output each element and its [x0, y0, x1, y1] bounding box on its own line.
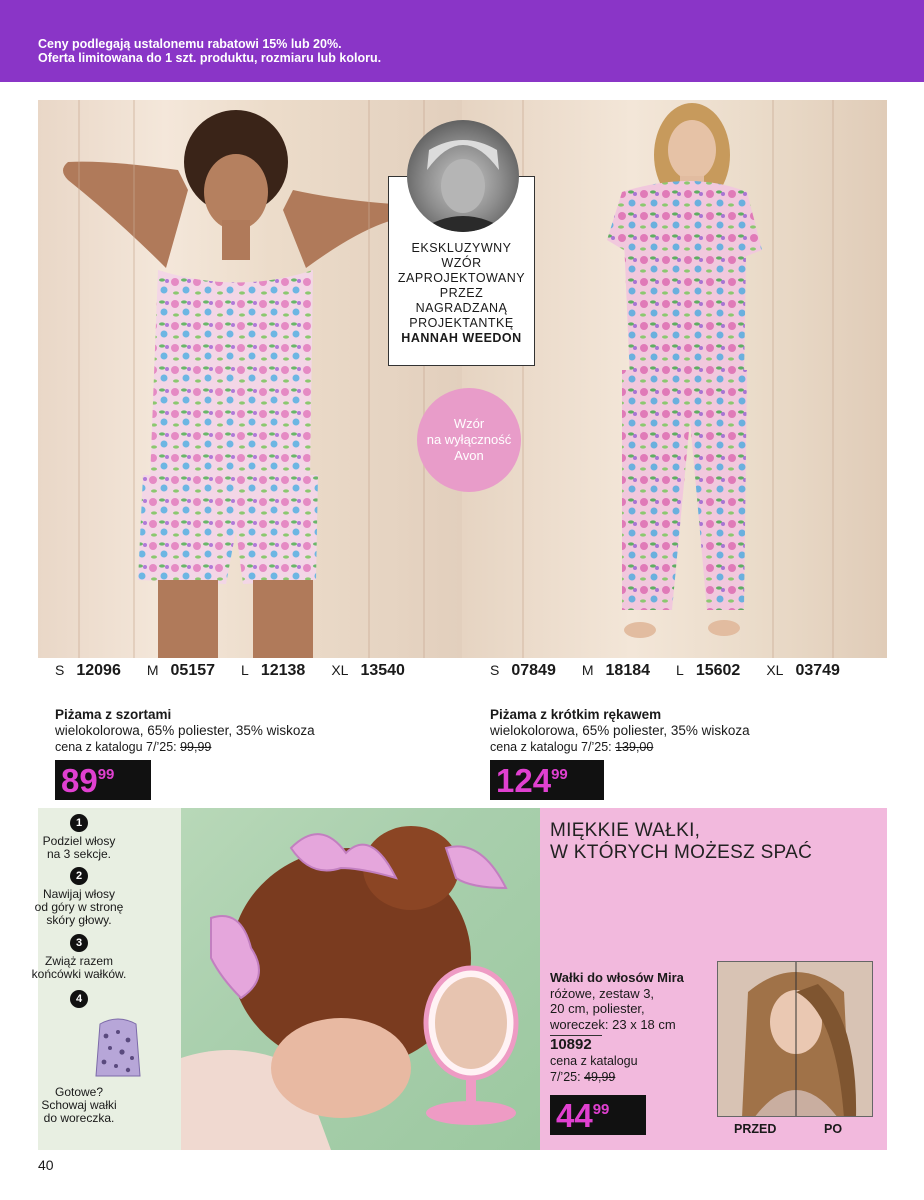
- size-label: M: [581, 662, 594, 678]
- product-description: wielokolorowa, 65% poliester, 35% wiskoza: [490, 723, 750, 738]
- step-4: [0, 990, 158, 1011]
- price-decimal: 99: [551, 766, 568, 783]
- product-info-sleeve: [490, 707, 750, 755]
- catalog-price: [490, 739, 750, 755]
- step-1: [0, 814, 158, 861]
- final-step: [0, 1086, 158, 1125]
- step-text: Podziel włosy: [42, 834, 116, 848]
- banner-line-1: Ceny podlegają ustalonemu rabatowi 15% lub 20%.: [38, 37, 342, 51]
- designer-line-5: NAGRADZANĄ: [415, 301, 508, 315]
- designer-line-6: PROJEKTANTKĘ: [409, 316, 514, 330]
- exclusive-pattern-badge: [417, 388, 521, 492]
- step-text: Zwiąż razem: [44, 954, 113, 968]
- step-text: końcówki wałków.: [31, 967, 127, 981]
- product-code: 13540: [360, 662, 405, 679]
- product-code: 10892: [550, 1036, 592, 1053]
- page-number: 40: [38, 1157, 54, 1173]
- before-after-photo: [717, 961, 873, 1117]
- catalog-price-label: 7/’25:: [550, 1069, 585, 1084]
- price-integer: 89: [61, 762, 98, 799]
- product-code: 05157: [170, 662, 216, 679]
- size-label: L: [241, 662, 249, 678]
- price-box-rollers: [550, 1095, 646, 1135]
- old-price: 49,99: [584, 1069, 616, 1084]
- product-code: 07849: [511, 662, 556, 679]
- step-number: 1: [70, 814, 88, 832]
- product-code: 18184: [605, 662, 651, 679]
- headline-line-2: W KTÓRYCH MOŻESZ SPAĆ: [550, 842, 813, 863]
- step-number: 2: [70, 867, 88, 885]
- product-code: 12096: [76, 662, 121, 679]
- price-integer: 44: [556, 1097, 593, 1134]
- hair-rollers-photo: [181, 808, 540, 1150]
- step-2: [0, 867, 158, 927]
- designer-line-1: EKSKLUZYWNY: [411, 241, 512, 255]
- product-code: 12138: [260, 662, 306, 679]
- size-label: XL: [331, 662, 349, 678]
- designer-line-3: ZAPROJEKTOWANY: [397, 271, 526, 285]
- step-3: [0, 934, 158, 981]
- step-number: 4: [70, 990, 88, 1008]
- after-label: PO: [824, 1122, 843, 1136]
- step-number: 3: [70, 934, 88, 952]
- product-description: różowe, zestaw 3,: [550, 985, 655, 1001]
- old-price: 139,00: [615, 740, 654, 754]
- catalog-price-label: cena z katalogu 7/’25:: [55, 740, 181, 754]
- headline-line-1: MIĘKKIE WAŁKI,: [550, 820, 701, 841]
- product-info-shorts: [55, 707, 315, 755]
- catalog-price-label: cena z katalogu: [550, 1054, 638, 1068]
- price-box-sleeve: [490, 760, 604, 800]
- badge-line-1: Wzór: [453, 416, 485, 431]
- catalog-price-label: cena z katalogu 7/’25:: [490, 740, 616, 754]
- size-label: S: [55, 662, 65, 678]
- product-name: Piżama z krótkim rękawem: [490, 707, 662, 722]
- product-info-rollers: [550, 970, 684, 1085]
- step-text: do woreczka.: [43, 1111, 115, 1125]
- badge-line-2: na wyłączność: [426, 432, 512, 447]
- catalog-price: [550, 1070, 684, 1086]
- designer-line-2: WZÓR: [441, 256, 482, 270]
- step-text: Schowaj wałki: [41, 1098, 117, 1112]
- designer-portrait: [407, 120, 519, 232]
- step-text: od góry w stronę: [34, 900, 124, 914]
- old-price: 99,99: [180, 740, 212, 754]
- size-label: XL: [766, 662, 784, 678]
- designer-line-4: PRZEZ: [439, 286, 484, 300]
- before-label: PRZED: [734, 1122, 777, 1136]
- product-description: woreczek: 23 x 18 cm: [550, 1016, 676, 1032]
- designer-name: HANNAH WEEDON: [401, 331, 522, 345]
- product-name: Piżama z szortami: [55, 707, 172, 722]
- price-integer: 124: [496, 762, 552, 799]
- leopard-bag-icon: [92, 1014, 144, 1080]
- size-label: M: [146, 662, 159, 678]
- right-size-codes: [490, 662, 840, 680]
- size-label: S: [490, 662, 500, 678]
- product-description: wielokolorowa, 65% poliester, 35% wiskoza: [55, 723, 315, 738]
- price-box-shorts: [55, 760, 151, 800]
- step-text: na 3 sekcje.: [46, 847, 112, 861]
- product-name: Wałki do włosów Mira: [550, 970, 684, 985]
- banner-line-2: Oferta limitowana do 1 szt. produktu, rozmiaru lub koloru.: [38, 51, 382, 65]
- price-decimal: 99: [592, 1101, 610, 1118]
- product-code: 03749: [795, 662, 840, 679]
- left-size-codes: [55, 662, 405, 680]
- badge-line-3: Avon: [454, 448, 484, 463]
- size-label: L: [676, 662, 684, 678]
- step-text: Gotowe?: [54, 1085, 104, 1099]
- step-text: skóry głowy.: [46, 913, 112, 927]
- product-code: 15602: [695, 662, 741, 679]
- step-text: Nawijaj włosy: [42, 887, 116, 901]
- catalog-price: [55, 739, 315, 755]
- rollers-headline: [550, 820, 812, 864]
- price-decimal: 99: [97, 766, 115, 783]
- product-description: 20 cm, poliester,: [550, 1001, 645, 1016]
- discount-banner: [0, 0, 924, 82]
